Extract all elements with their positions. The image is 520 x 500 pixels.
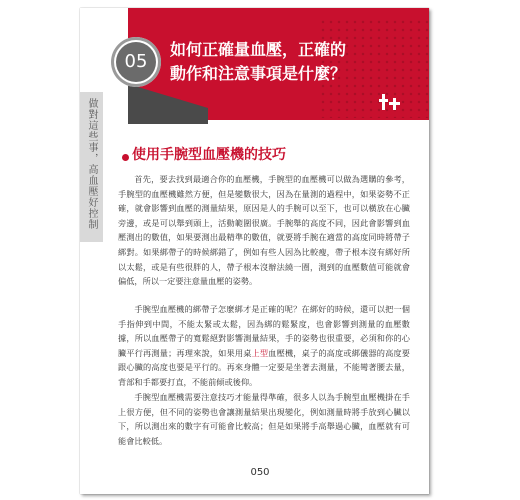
paragraph-2-part-b: 血壓機，桌子的高度或綁儀器的高度要跟心臟的高度也要是平行的。再來身體一定要是坐著去測量，不能彎著腰去量，背部和手都要打直，不能前傾或後仰。 — [118, 347, 410, 387]
chapter-title-line1: 如何正確量血壓，正確的 — [170, 40, 347, 59]
chapter-number: 05 — [116, 42, 156, 82]
section-bullet-icon — [122, 154, 129, 161]
paragraph-2 — [118, 302, 410, 390]
paragraph-1: 首先，要去找到最適合你的血壓機，手腕型的血壓機可以做為選購的參考，手腕型的血壓機雖然方便，但是變數很大，因為在量測的過程中，如果姿勢不正確，就會影響到血壓的測量結果，原因是人的手腕可以至下，也可以橫放在心臟旁邊，或是可以舉到頭上，活動範圍很廣。手腕舉的高度不同，因此會影響到血壓測出的數值，如果要測出最精準的數值，就要將手腕在適當的高度同時將帶子綁對。如果綁帶子的時候綁錯了，例如有些人因為比較瘦，帶子根本沒有綁好所以太鬆，或是有些很胖的人，帶子根本沒辦法繞一圈，測到的血壓數值可能就會偏低，所以一定要注意量血壓的姿勢。 — [118, 174, 410, 287]
paragraph-3: 手腕型血壓機需要注意技巧才能量得準確，很多人以為手腕型血壓機掛在手上很方便，但不同的姿勢也會讓測量結果出現變化，例如測量時將手放到心臟以下，所以測出來的數字有可能會比較高；但是如果將手高舉過心臟，血壓就有可能會比較低。 — [118, 392, 410, 446]
chapter-title — [170, 38, 410, 86]
plus-cross-icon — [379, 92, 403, 112]
page-number: 050 — [250, 467, 270, 478]
side-tab-text: 做對這些事，高血壓好控制 — [86, 98, 97, 230]
chapter-number-badge — [111, 37, 161, 87]
paragraph-2-highlight: 上型 — [251, 347, 269, 358]
section-title: 使用手腕型血壓機的技巧 — [132, 147, 286, 163]
chapter-title-line2: 動作和注意事項是什麼？ — [170, 64, 347, 83]
paragraph-2-part-a: 手腕型血壓機的綁帶子怎麼綁才是正確的呢？在綁好的時候，還可以把一個手指伸到中間，不能太緊或太鬆，因為綁的鬆緊度，也會影響到測量的血壓數據，所以血壓帶子的寬鬆絕對影響測量結果，手的姿勢也很重要，必須和你的心臟平行再測量；再理來說，如果用桌 — [118, 304, 410, 358]
